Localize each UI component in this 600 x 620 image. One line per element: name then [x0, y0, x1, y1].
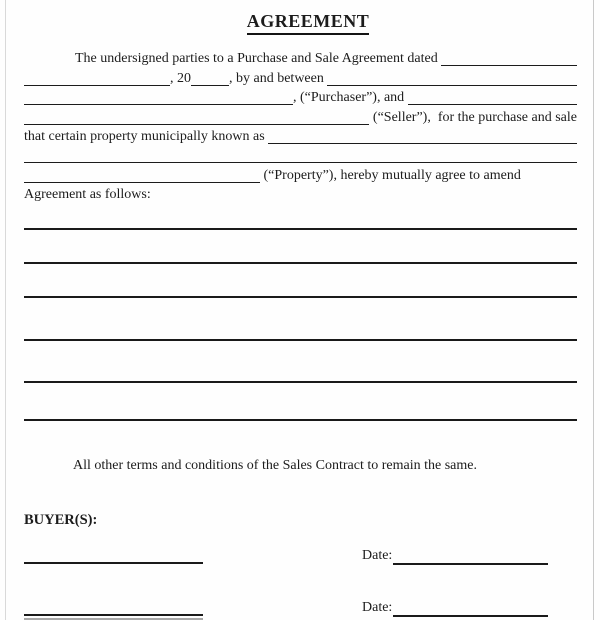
amendment-writing-line-3 — [24, 296, 577, 298]
date-label-2: Date: — [362, 600, 393, 615]
paragraph-line-5 — [24, 127, 577, 146]
paragraph-line-2 — [24, 68, 577, 87]
blank-agreement-date-continued — [24, 85, 170, 86]
page-edge-left — [5, 0, 6, 620]
amendment-writing-line-2 — [24, 262, 577, 264]
amendment-writing-line-5 — [24, 381, 577, 383]
paragraph-line-3 — [24, 88, 577, 107]
amendment-writing-line-6 — [24, 419, 577, 421]
page-title: AGREEMENT — [247, 11, 370, 35]
paragraph-line-7 — [24, 165, 577, 184]
intro-text-7a: (“Property”), hereby mutually agree to amend — [260, 167, 521, 183]
blank-property-address — [268, 143, 577, 144]
blank-property-address-continued-2 — [24, 182, 260, 183]
blank-purchaser-name-continued — [24, 104, 293, 105]
intro-text-1: The undersigned parties to a Purchase and Sale Agreement dated — [75, 51, 442, 67]
blank-property-address-continued — [24, 162, 577, 163]
amendment-writing-line-1 — [24, 228, 577, 230]
intro-text-2b: , by and between — [229, 70, 328, 86]
buyer-signature-line-2 — [24, 614, 203, 616]
title-row — [8, 11, 600, 35]
signature-line-shadow — [24, 618, 203, 620]
intro-text-2a: , 20 — [170, 70, 191, 86]
intro-text-8: Agreement as follows: — [24, 187, 151, 203]
intro-paragraph — [24, 49, 577, 204]
buyers-heading: BUYER(S): — [24, 512, 98, 528]
amendment-writing-line-4 — [24, 339, 577, 341]
closing-sentence: All other terms and conditions of the Sales Contract to remain the same. — [73, 458, 477, 473]
date-label-1: Date: — [362, 548, 393, 563]
buyer-signature-line-1 — [24, 562, 203, 564]
blank-year — [191, 85, 229, 86]
date-blank-line-2 — [393, 615, 548, 617]
blank-seller-name — [408, 104, 577, 105]
date-blank-line-1 — [393, 563, 548, 565]
blank-purchaser-name — [327, 85, 577, 86]
paragraph-line-6 — [24, 146, 577, 165]
blank-seller-name-continued — [24, 124, 369, 125]
paragraph-line-4 — [24, 107, 577, 126]
intro-text-4a: (“Seller”), for the purchase and sale — [369, 109, 577, 125]
paragraph-line-8 — [24, 185, 577, 204]
paragraph-line-1 — [24, 49, 577, 68]
intro-text-5a: that certain property municipally known as — [24, 128, 269, 144]
page-edge-right — [593, 0, 594, 620]
blank-agreement-date — [441, 65, 577, 66]
intro-text-3a: , (“Purchaser”), and — [293, 90, 408, 106]
